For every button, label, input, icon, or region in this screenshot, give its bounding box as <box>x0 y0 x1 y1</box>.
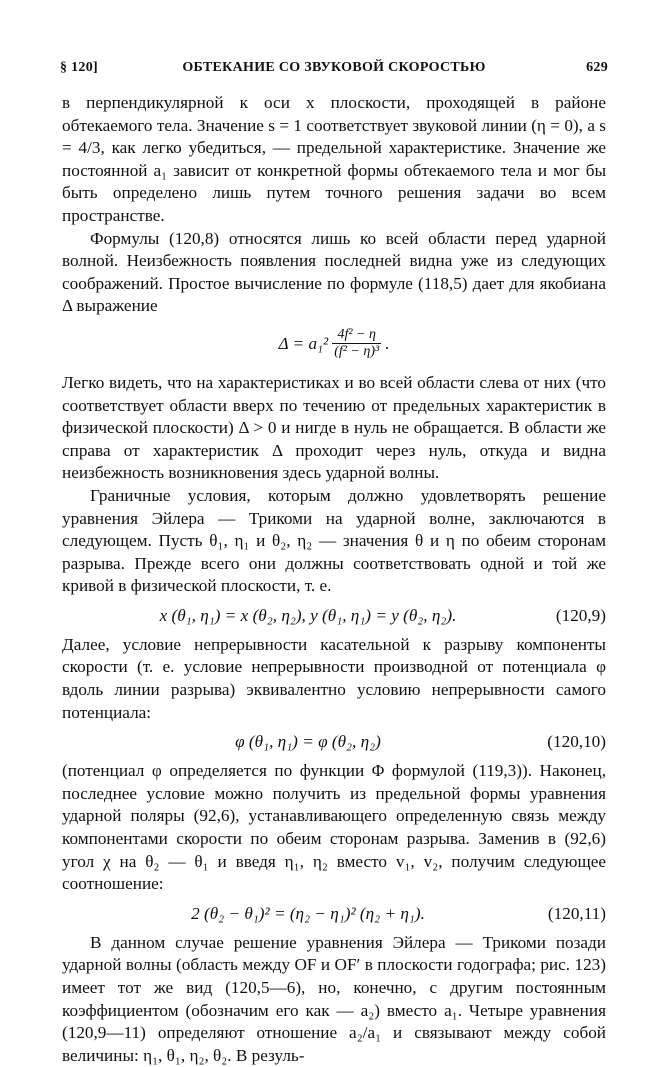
paragraph-6: (потенциал φ определяется по функции Φ формулой (119,3)). Наконец, последнее условие можно получить из предельной формы уравнения ударной поляры (92,6), устанавливающего определенную связь между компонентами скорости по обеим сторонам разрыва. Заменив в (92,6) угол χ на θ₂ — θ₁ и введя η₁, η₂ вместо v₁, v₂, получим следующее соотношение: <box>62 761 606 894</box>
equation-120-9-body: x (θ₁, η₁) = x (θ₂, η₂), y (θ₁, η₁) = y (θ₂, η₂). <box>159 605 457 625</box>
paragraph-2: Формулы (120,8) относятся лишь ко всей области перед ударной волной. Неизбежность появления последней видна уже из следующих соображений. Простое вычисление по формуле (118,5) дает для якобиана Δ выражение <box>62 228 606 316</box>
jacobian-end: . <box>385 333 390 353</box>
equation-120-11 <box>62 899 606 929</box>
equation-120-9-number: (120,9) <box>555 605 606 625</box>
equation-120-11-body: 2 (θ₂ − θ₁)² = (η₂ − η₁)² (η₂ + η₁). <box>191 903 425 923</box>
jacobian-denominator: (f² − η)³ <box>334 344 380 360</box>
section-reference: § 120] <box>60 60 98 75</box>
equation-120-11-number: (120,11) <box>547 903 606 923</box>
equation-120-10-number: (120,10) <box>547 731 606 751</box>
paragraph-1: в перпендикулярной к оси x плоскости, проходящей в районе обтекаемого тела. Значение s = 1 соответствует звуковой линии (η = 0), а s = 4/3, как легко убедиться, — предельной характеристике. Значение же постоянной a₁ зависит от конкретной формы обтекаемого тела и мог бы быть определено лишь путем точного решения задачи во всем пространстве. <box>62 93 606 225</box>
paragraph-3: Легко видеть, что на характеристиках и во всей области слева от них (что соответствует области вверх по течению от предельных характеристик в физической плоскости) Δ > 0 и нигде в нуль не обращается. В области же справа от характеристик Δ проходит через нуль, откуда и видна неизбежность возникновения здесь ударной волны. <box>62 372 606 483</box>
paragraph-7: В данном случае решение уравнения Эйлера — Трикоми позади ударной волны (область между OF и OF′ в плоскости годографа; рис. 123) имеет тот же вид (120,5—6), но, конечно, с другим постоянным коэффициентом (обозначим его как — a₂) вместо a₁. Четыре уравнения (120,9—11) определяют отношение a₂/a₁ и связывают между собой величины: η₁, θ₁, η₂, θ₂. В резуль- <box>62 932 606 1065</box>
equation-120-10 <box>62 727 606 757</box>
body-text <box>62 92 606 1067</box>
jacobian-numerator: 4f² − η <box>332 327 381 344</box>
page-number: 629 <box>586 60 608 75</box>
jacobian-lhs: Δ = a₁² <box>278 333 329 353</box>
jacobian-fraction <box>332 327 381 360</box>
chapter-title: ОБТЕКАНИЕ СО ЗВУКОВОЙ СКОРОСТЬЮ <box>182 60 486 75</box>
equation-120-10-body: φ (θ₁, η₁) = φ (θ₂, η₂) <box>235 731 381 751</box>
equation-120-9 <box>62 601 606 631</box>
paragraph-5: Далее, условие непрерывности касательной к разрыву компоненты скорости (т. е. условие непрерывности производной от потенциала φ вдоль линии разрыва) эквивалентно условию непрерывности самого потенциала: <box>62 634 606 722</box>
paragraph-4: Граничные условия, которым должно удовлетворять решение уравнения Эйлера — Трикоми на ударной волне, заключаются в следующем. Пусть θ₁, η₁ и θ₂, η₂ — значения θ и η по обеим сторонам разрыва. Прежде всего они должны соответствовать одной и той же кривой в физической плоскости, т. е. <box>62 485 606 596</box>
jacobian-formula <box>62 320 606 368</box>
